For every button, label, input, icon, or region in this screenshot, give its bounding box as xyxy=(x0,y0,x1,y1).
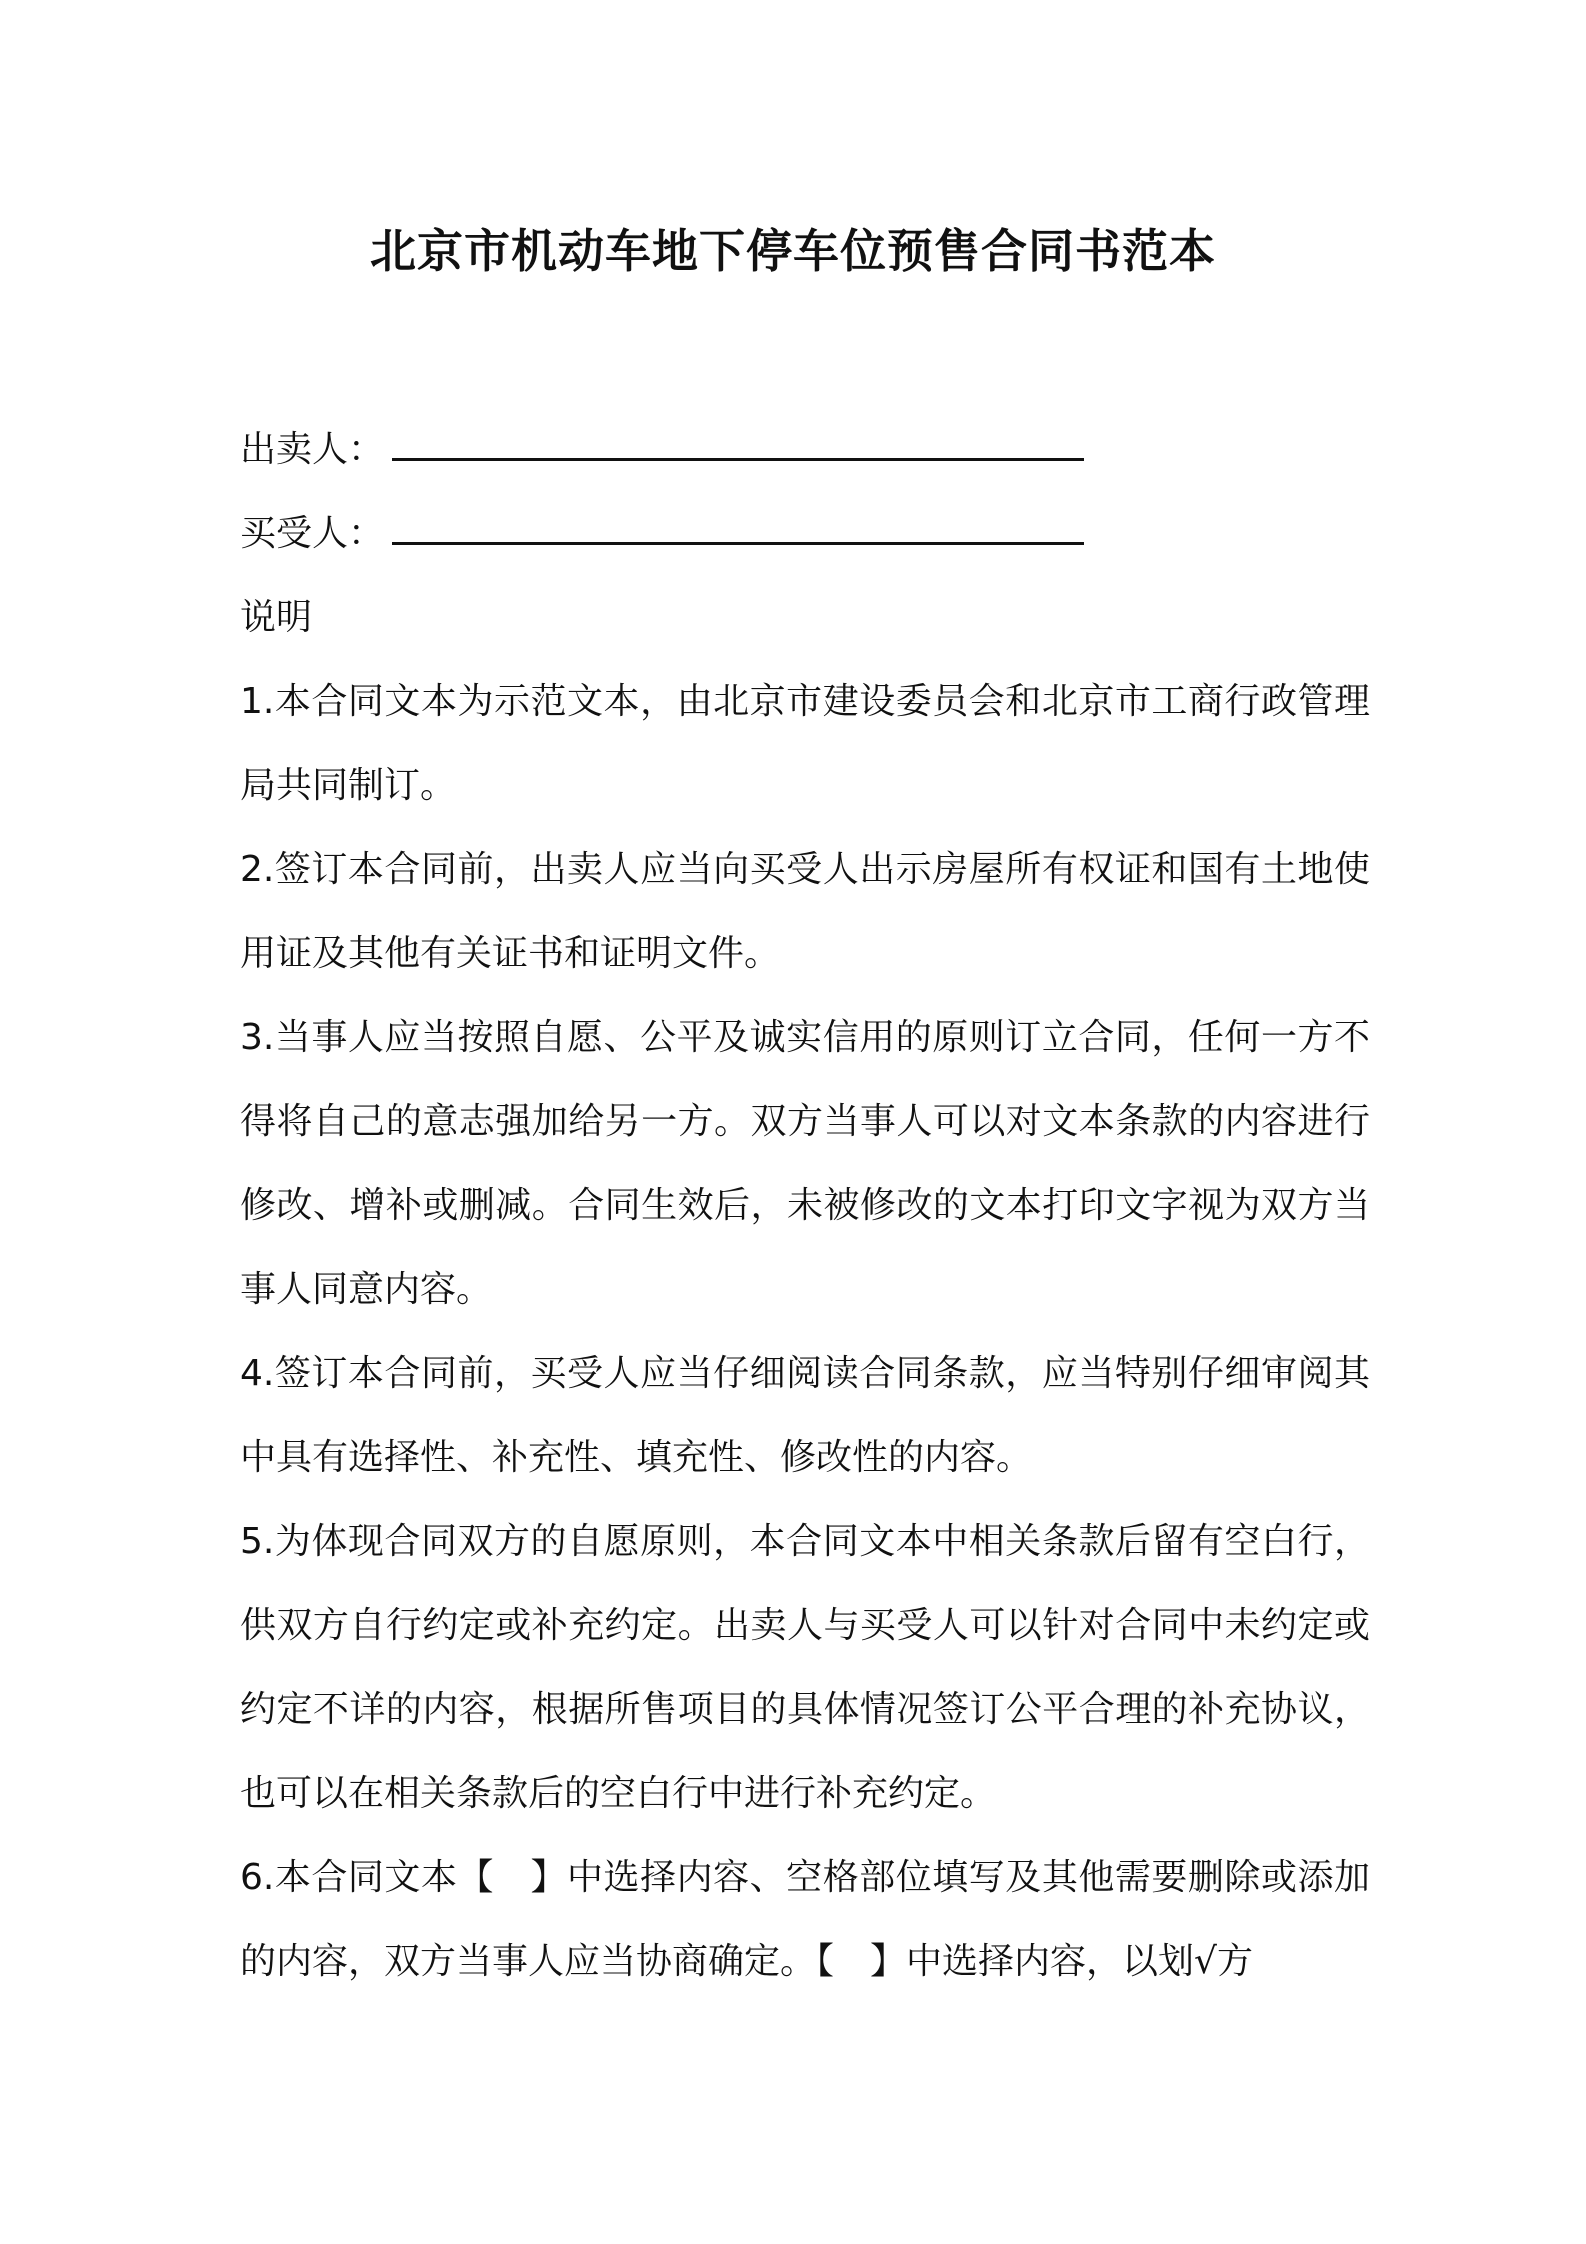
paragraph-3: 3.当事人应当按照自愿、公平及诚实信用的原则订立合同，任何一方不得将自己的意志强加给另一方。双方当事人可以对文本条款的内容进行修改、增补或删减。合同生效后，未被修改的文本打印文字视为双方当事人同意内容。 xyxy=(240,1017,1370,1310)
document-title: 北京市机动车地下停车位预售合同书范本 xyxy=(370,224,1216,278)
paragraph-1: 1.本合同文本为示范文本，由北京市建设委员会和北京市工商行政管理局共同制订。 xyxy=(240,681,1370,806)
seller-label: 出卖人： xyxy=(240,429,385,470)
buyer-label: 买受人： xyxy=(240,513,385,554)
section-heading: 说明 xyxy=(240,597,313,638)
buyer-blank xyxy=(392,508,1084,545)
seller-field xyxy=(240,408,1370,492)
paragraph-2: 2.签订本合同前，出卖人应当向买受人出示房屋所有权证和国有土地使用证及其他有关证书和证明文件。 xyxy=(240,849,1370,974)
buyer-field xyxy=(240,492,1370,576)
seller-blank xyxy=(392,424,1084,461)
paragraph-4: 4.签订本合同前，买受人应当仔细阅读合同条款，应当特别仔细审阅其中具有选择性、补充性、填充性、修改性的内容。 xyxy=(240,1353,1370,1478)
paragraph-6: 6.本合同文本【 】中选择内容、空格部位填写及其他需要删除或添加的内容，双方当事人应当协商确定。【 】中选择内容，以划√方 xyxy=(240,1857,1370,1982)
paragraph-5: 5.为体现合同双方的自愿原则，本合同文本中相关条款后留有空白行，供双方自行约定或补充约定。出卖人与买受人可以针对合同中未约定或约定不详的内容，根据所售项目的具体情况签订公平合理的补充协议，也可以在相关条款后的空白行中进行补充约定。 xyxy=(240,1521,1370,1814)
document-body xyxy=(240,408,1370,2004)
